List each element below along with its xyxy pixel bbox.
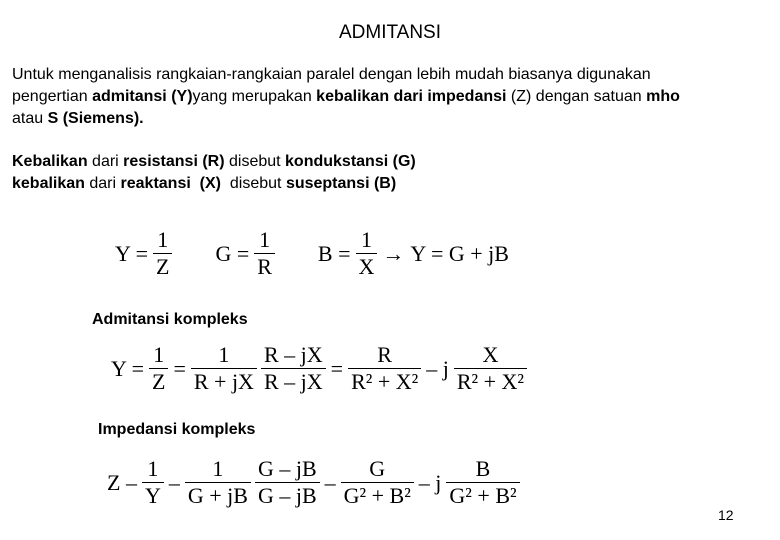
fraction-denominator: G + jB	[185, 482, 251, 508]
formula-term: →	[382, 240, 405, 266]
formula-term: –	[324, 469, 336, 495]
fraction-numerator: R – jX	[263, 342, 323, 367]
term-konduktansi: kondukstansi (G)	[285, 153, 416, 170]
fraction-numerator: 1	[360, 227, 372, 252]
text: disebut	[221, 175, 286, 192]
formula-term: G =	[215, 240, 250, 266]
text: dari	[87, 153, 124, 170]
fraction-numerator: 1	[147, 456, 159, 481]
text: disebut	[224, 153, 286, 170]
formula-fraction	[253, 457, 322, 508]
fraction-numerator: G	[369, 456, 386, 481]
fraction-numerator: 1	[212, 456, 224, 481]
text: Kebalikan	[12, 153, 88, 170]
fraction-numerator: 1	[153, 342, 165, 367]
fraction-numerator: B	[475, 456, 491, 481]
paragraph1-line2	[12, 88, 680, 106]
formula-fraction	[147, 343, 170, 394]
term-admitansi: admitansi (Y)	[92, 88, 193, 105]
formula-fraction	[339, 457, 416, 508]
fraction-numerator: R	[377, 342, 392, 367]
text: pengertian	[12, 88, 93, 105]
paragraph2-line2	[12, 175, 396, 193]
fraction-denominator: Y	[142, 482, 164, 508]
formula-impedansi	[104, 457, 522, 508]
fraction-denominator: Z	[153, 253, 172, 279]
fraction-denominator: R – jX	[261, 368, 326, 394]
term-resistansi: resistansi (R)	[123, 153, 225, 170]
formula-fraction	[183, 457, 253, 508]
formula-term: B =	[317, 240, 351, 266]
fraction-numerator: G – jB	[257, 456, 317, 481]
page-number: 12	[718, 507, 734, 523]
formula-term: – j	[426, 355, 449, 381]
fraction-numerator: 1	[218, 342, 230, 367]
fraction-denominator: G² + B²	[341, 482, 414, 508]
term-suseptansi: suseptansi (B)	[285, 175, 397, 192]
fraction-denominator: R² + X²	[348, 368, 421, 394]
fraction-denominator: G – jB	[255, 482, 320, 508]
text: dari	[84, 175, 121, 192]
formula-fraction	[346, 343, 423, 394]
text: (Z) dengan satuan	[506, 88, 647, 105]
formula-term: Y = G + jB	[410, 240, 509, 266]
formula-fraction	[259, 343, 328, 394]
paragraph1-line1: Untuk menganalisis rangkaian-rangkaian paralel dengan lebih mudah biasanya digunakan	[12, 66, 651, 83]
paragraph1-line3	[12, 110, 144, 128]
formula-term: – j	[418, 469, 442, 495]
formula-term: –	[168, 469, 180, 495]
fraction-numerator: 1	[259, 227, 271, 252]
text: atau	[12, 110, 48, 127]
term-reaktansi: reaktansi (X)	[120, 175, 221, 192]
term-mho: mho	[646, 88, 680, 105]
slide-title: ADMITANSI	[338, 22, 442, 43]
formula-fraction	[444, 457, 521, 508]
term-siemens: S (Siemens).	[47, 110, 144, 127]
formula-term: Y =	[111, 355, 144, 381]
formula-basic	[112, 228, 512, 279]
section-impedansi-kompleks: Impedansi kompleks	[98, 421, 256, 438]
formula-fraction	[452, 343, 529, 394]
formula-fraction	[140, 457, 166, 508]
fraction-numerator: 1	[157, 227, 169, 252]
formula-term: Y =	[115, 240, 148, 266]
fraction-denominator: R + jX	[191, 368, 257, 394]
text: yang merupakan	[192, 88, 317, 105]
formula-fraction	[252, 228, 277, 279]
formula-admitansi	[108, 343, 529, 394]
formula-fraction	[151, 228, 174, 279]
formula-fraction	[354, 228, 380, 279]
formula-term: =	[173, 355, 186, 381]
formula-term: Z –	[107, 469, 137, 495]
formula-fraction	[189, 343, 259, 394]
formula-term: =	[330, 355, 344, 381]
fraction-numerator: X	[482, 342, 499, 367]
fraction-denominator: R	[254, 253, 275, 279]
fraction-denominator: X	[356, 253, 378, 279]
section-admitansi-kompleks: Admitansi kompleks	[92, 311, 248, 328]
term-kebalikan-impedansi: kebalikan dari impedansi	[316, 88, 507, 105]
fraction-denominator: G² + B²	[446, 482, 519, 508]
text: kebalikan	[12, 175, 85, 192]
fraction-denominator: Z	[149, 368, 168, 394]
fraction-denominator: R² + X²	[454, 368, 527, 394]
paragraph2-line1	[12, 153, 416, 171]
